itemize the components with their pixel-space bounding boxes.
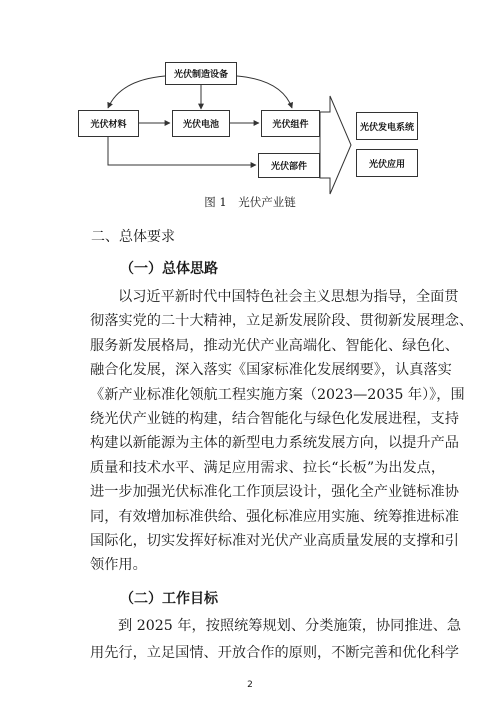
node-power-system: 光伏发电系统	[356, 112, 418, 140]
section-heading: 二、总体要求	[91, 229, 175, 245]
node-modules: 光伏组件	[261, 110, 320, 137]
paragraph-line: 融合化发展，深入落实《国家标准化发展纲要》，认真落实	[90, 362, 452, 379]
paragraph-line: 以习近平新时代中国特色社会主义思想为指导，全面贯	[118, 289, 459, 305]
node-components: 光伏部件	[258, 153, 320, 178]
paragraph-line: 绕光伏产业链的构建，结合智能化与绿色化发展进程，支持	[90, 411, 459, 427]
paragraph-line: 彻落实党的二十大精神，立足新发展阶段、贯彻新发展理念、	[90, 313, 474, 330]
node-application: 光伏应用	[356, 149, 418, 177]
big-hollow-arrow	[320, 96, 351, 194]
arrow-equipment-to-materials	[108, 76, 165, 108]
paragraph-line: 《新产业标准化领航工程实施方案（2023—2035 年）》，围	[90, 386, 465, 403]
paragraph-line: 用先行，立足国情、开放合作的原则，不断完善和优化科学	[90, 645, 459, 661]
page-number: 2	[247, 680, 253, 690]
arrow-materials-to-components	[108, 137, 256, 165]
figure-caption: 图 1 光伏产业链	[204, 195, 296, 209]
paragraph-line: 到 2025 年，按照统筹规划、分类施策，协同推进、急	[118, 618, 462, 634]
paragraph-line: 同，有效增加标准供给、强化标准应用实施、统筹推进标准	[90, 508, 459, 525]
arrow-equipment-to-modules	[237, 76, 292, 108]
node-materials: 光伏材料	[78, 110, 139, 137]
paragraph-line: 国际化，切实发挥好标准对光伏产业高质量发展的支撑和引	[90, 533, 459, 549]
paragraph-line: 质量和技术水平、满足应用需求、拉长“长板”为出发点，	[90, 459, 446, 476]
subsection-heading-approach: （一）总体思路	[120, 261, 218, 277]
paragraph-line: 构建以新能源为主体的新型电力系统发展方向，以提升产品	[90, 435, 459, 452]
diagram-connectors	[0, 0, 500, 200]
subsection-heading-goals: （二）工作目标	[120, 591, 218, 607]
paragraph-line: 进一步加强光伏标准化工作顶层设计，强化全产业链标准协	[90, 484, 459, 501]
node-cells: 光伏电池	[172, 110, 230, 137]
paragraph-line: 服务新发展格局，推动光伏产业高端化、智能化、绿色化、	[90, 337, 459, 354]
node-equipment: 光伏制造设备	[165, 62, 237, 85]
paragraph-line: 领作用。	[90, 557, 147, 574]
